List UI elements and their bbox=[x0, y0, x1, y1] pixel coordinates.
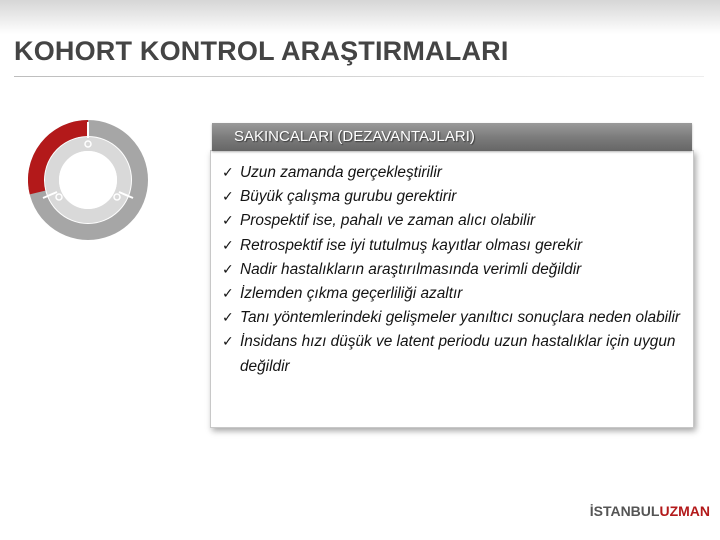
list-item-text: İnsidans hızı düşük ve latent periodu uzun hastalıklar için uygun değildir bbox=[240, 333, 676, 375]
ring-center bbox=[59, 151, 117, 209]
list-item-text: Prospektif ise, pahalı ve zaman alıcı olabilir bbox=[240, 212, 536, 230]
checkmark-icon: ✓ bbox=[222, 165, 234, 181]
title-divider bbox=[14, 76, 704, 77]
list-item-text: Retrospektif ise iyi tutulmuş kayıtlar olması gerekir bbox=[240, 236, 583, 254]
checkmark-icon: ✓ bbox=[222, 334, 234, 351]
checkmark-icon: ✓ bbox=[222, 261, 234, 278]
logo-part-uzman: UZMAN bbox=[659, 503, 710, 519]
list-item-text: Uzun zamanda gerçekleştirilir bbox=[240, 164, 442, 181]
list-item bbox=[222, 330, 692, 378]
checkmark-icon: ✓ bbox=[222, 310, 234, 327]
checkmark-icon: ✓ bbox=[222, 189, 234, 206]
checkmark-icon: ✓ bbox=[222, 213, 234, 230]
checkmark-icon: ✓ bbox=[222, 237, 234, 254]
slide-title: KOHORT KONTROL ARAŞTIRMALARI bbox=[14, 36, 509, 66]
checkmark-icon: ✓ bbox=[222, 286, 234, 303]
list-item-text: Büyük çalışma gurubu gerektirir bbox=[240, 188, 457, 206]
list-item bbox=[222, 209, 692, 233]
panel-header-bar bbox=[212, 123, 692, 151]
logo-part-istanbul: İSTANBUL bbox=[589, 503, 660, 519]
list-item-text: İzlemden çıkma geçerliliği azaltır bbox=[240, 285, 463, 303]
list-item-text: Nadir hastalıkların araştırılmasında verimli değildir bbox=[240, 260, 582, 278]
list-item bbox=[222, 282, 692, 306]
disadvantages-list bbox=[222, 161, 692, 379]
list-item bbox=[222, 234, 692, 258]
brand-logo bbox=[590, 503, 710, 519]
list-item bbox=[222, 185, 692, 209]
list-item bbox=[222, 161, 692, 185]
list-item bbox=[222, 306, 692, 330]
list-item bbox=[222, 258, 692, 282]
list-item-text: Tanı yöntemlerindeki gelişmeler yanıltıcı sonuçlara neden olabilir bbox=[240, 309, 681, 327]
top-gradient-band bbox=[0, 0, 720, 34]
segmented-ring-icon bbox=[28, 120, 148, 240]
panel-header-title: SAKINCALARI (DEZAVANTAJLARI) bbox=[234, 128, 475, 145]
